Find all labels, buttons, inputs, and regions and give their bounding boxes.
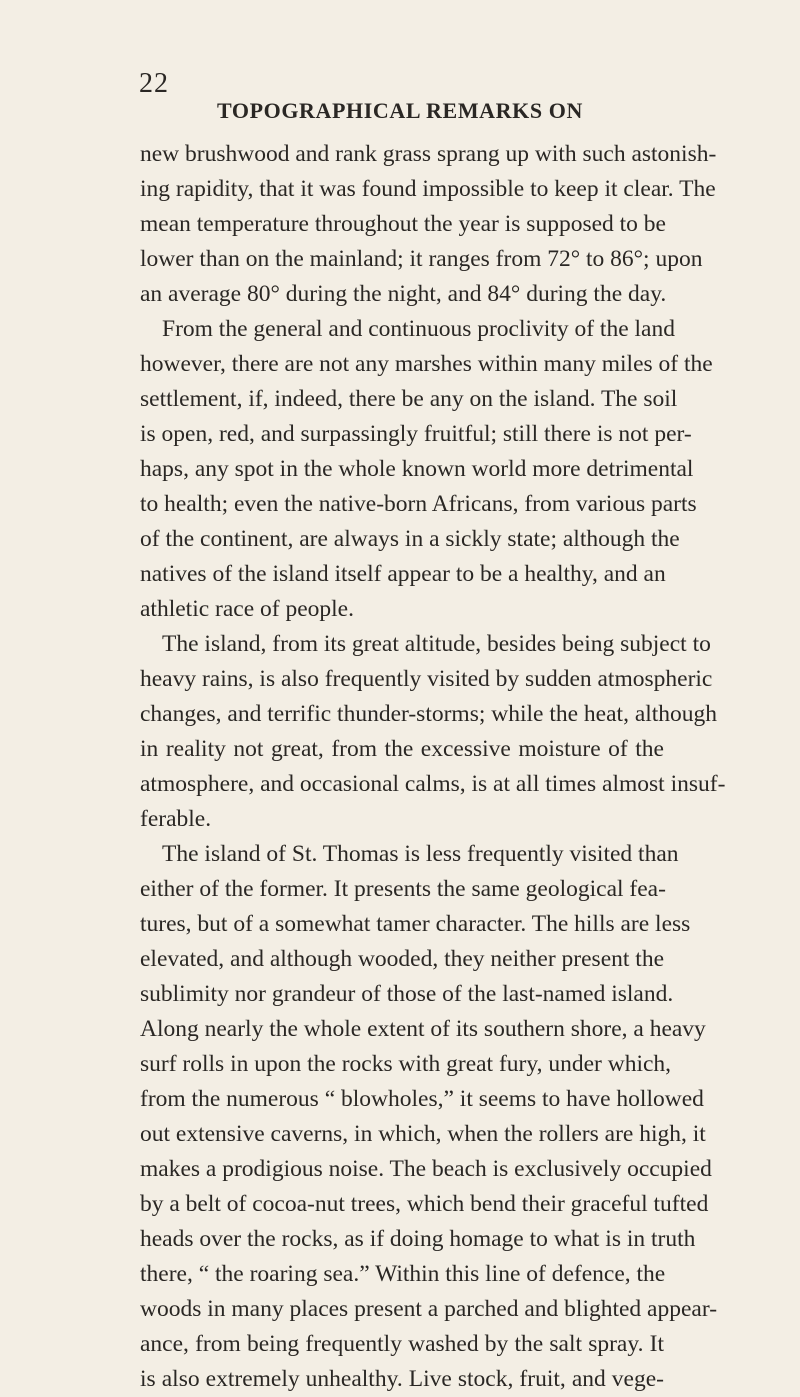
text-line: lower than on the mainland; it ranges from 72° to 86°; upon [140, 246, 703, 272]
text-line: ferable. [140, 806, 212, 832]
text-line: mean temperature throughout the year is supposed to be [140, 211, 666, 237]
text-line: changes, and terrific thunder-storms; while the heat, although [140, 701, 718, 727]
text-line: haps, any spot in the whole known world more detrimental [140, 456, 694, 482]
text-line: there, “ the roaring sea.” Within this line of defence, the [140, 1261, 666, 1287]
text-line: heavy rains, is also frequently visited by sudden atmospheric [140, 666, 713, 692]
text-line: woods in many places present a parched and blighted appear- [140, 1296, 718, 1322]
text-line: tures, but of a somewhat tamer character. The hills are less [140, 911, 691, 937]
text-line: to health; even the native-born Africans, from various parts [140, 491, 697, 517]
text-line: by a belt of cocoa-nut trees, which bend their graceful tufted [140, 1191, 709, 1217]
text-line: new brushwood and rank grass sprang up with such astonish- [140, 141, 717, 167]
text-line: ance, from being frequently washed by the salt spray. It [140, 1331, 664, 1357]
text-line: is also extremely unhealthy. Live stock, fruit, and vege- [140, 1366, 664, 1392]
text-line: atmosphere, and occasional calms, is at all times almost insuf- [140, 771, 726, 797]
text-line: settlement, if, indeed, there be any on the island. The soil [140, 386, 678, 412]
text-line: in reality not great, from the excessive moisture of the [140, 736, 664, 762]
text-line: an average 80° during the night, and 84° during the day. [140, 281, 667, 307]
paragraph-start-line: From the general and continuous proclivity of the land [162, 316, 675, 342]
text-line: of the continent, are always in a sickly state; although the [140, 526, 680, 552]
text-line: either of the former. It presents the same geological fea- [140, 876, 666, 902]
body-text [140, 137, 726, 1397]
text-line: ing rapidity, that it was found impossible to keep it clear. The [140, 176, 716, 202]
running-head: TOPOGRAPHICAL REMARKS ON [216, 98, 584, 123]
text-line: however, there are not any marshes within many miles of the [140, 351, 713, 377]
text-line: makes a prodigious noise. The beach is exclusively occupied [140, 1156, 712, 1182]
text-line: is open, red, and surpassingly fruitful; still there is not per- [140, 421, 692, 447]
text-line: surf rolls in upon the rocks with great fury, under which, [140, 1051, 672, 1077]
text-line: from the numerous “ blowholes,” it seems to have hollowed [140, 1086, 704, 1112]
paragraph-start-line: The island of St. Thomas is less frequently visited than [162, 841, 679, 867]
text-line: sublimity nor grandeur of those of the last-named island. [140, 981, 674, 1007]
text-line: athletic race of people. [140, 596, 354, 622]
text-line: out extensive caverns, in which, when the rollers are high, it [140, 1121, 706, 1147]
text-line: Along nearly the whole extent of its southern shore, a heavy [140, 1016, 706, 1042]
paragraph-start-line: The island, from its great altitude, besides being subject to [162, 631, 711, 657]
text-line: elevated, and although wooded, they neither present the [140, 946, 664, 972]
page-number: 22 [139, 68, 169, 99]
text-line: heads over the rocks, as if doing homage to what is in truth [140, 1226, 696, 1252]
text-line: natives of the island itself appear to be a healthy, and an [140, 561, 666, 587]
